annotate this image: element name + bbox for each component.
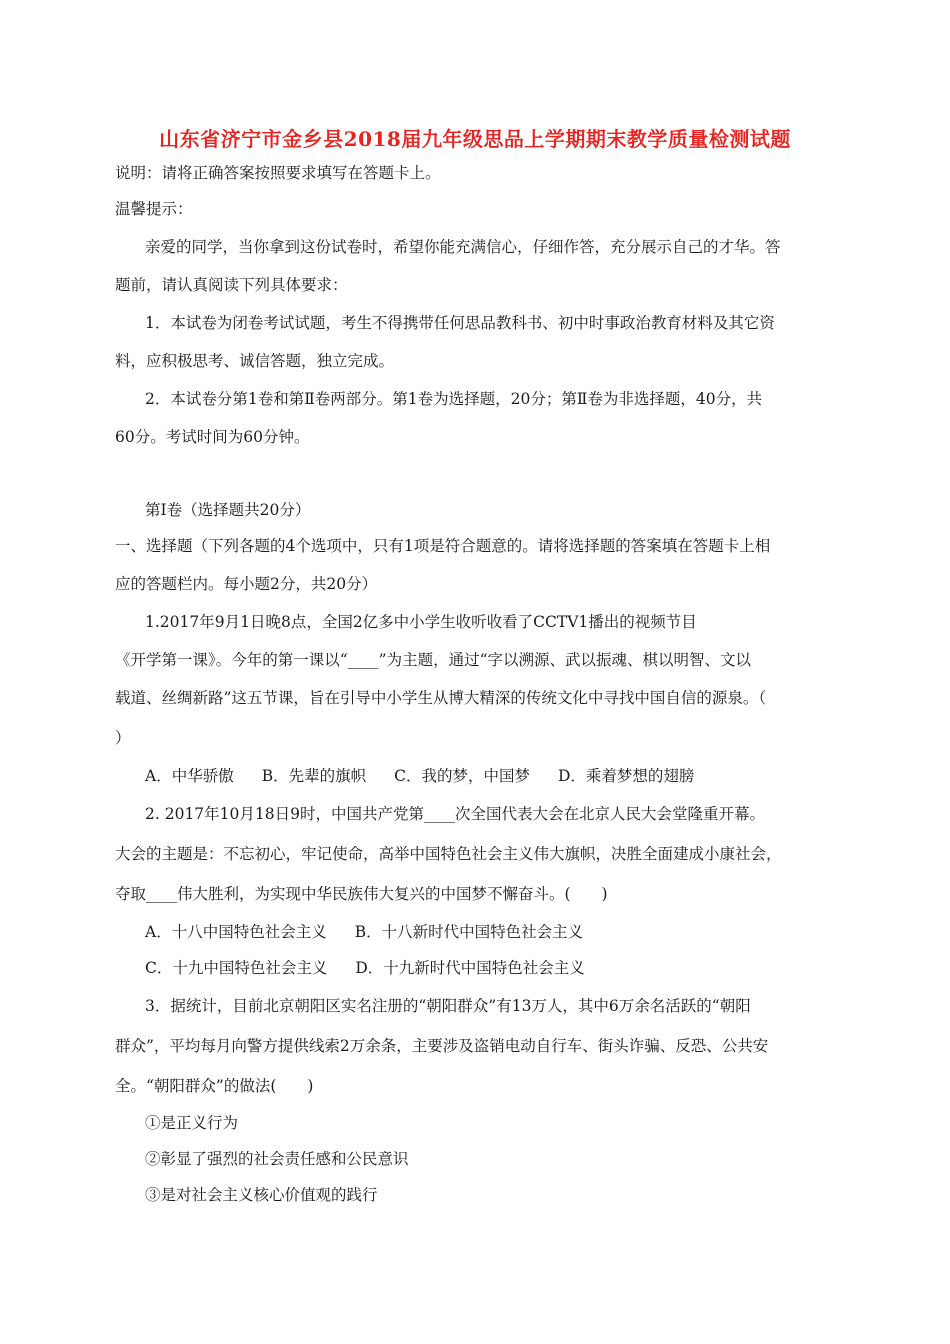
section-intro-line: 一、选择题（下列各题的4个选项中，只有1项是符合题意的。请将选择题的答案填在答题卡上相 xyxy=(115,537,771,555)
section-intro-line: 应的答题栏内。每小题2分，共20分） xyxy=(115,575,378,593)
question-3-line: 3．据统计，目前北京朝阳区实名注册的“朝阳群众”有13万人，其中6万余名活跃的“朝阳 xyxy=(145,997,751,1015)
question-1-options xyxy=(145,765,838,787)
note-line: 说明：请将正确答案按照要求填写在答题卡上。 xyxy=(115,164,441,182)
question-1-line: ） xyxy=(115,729,131,747)
question-2-options xyxy=(145,921,838,943)
question-2-line: 夺取____伟大胜利，为实现中华民族伟大复兴的中国梦不懈奋斗。( ) xyxy=(115,885,608,903)
rule-1-line: 1．本试卷为闭卷考试试题，考生不得携带任何思品教科书、初中时事政治教育材料及其它资 xyxy=(145,314,775,332)
question-3-statement: ①是正义行为 xyxy=(145,1114,239,1132)
rule-2-line: 60分。考试时间为60分钟。 xyxy=(115,428,310,446)
option-d: D．十九新时代中国特色社会主义 xyxy=(355,959,585,977)
question-1-line: 1.2017年9月1日晚8点，全国2亿多中小学生收听收看了CCTV1播出的视频节目 xyxy=(145,613,697,631)
option-a: A．中华骄傲 xyxy=(145,767,234,785)
question-2-line: 大会的主题是：不忘初心，牢记使命，高举中国特色社会主义伟大旗帜，决胜全面建成小康社会， xyxy=(115,845,782,863)
question-2-options xyxy=(145,957,838,979)
intro-paragraph-line: 亲爱的同学，当你拿到这份试卷时，希望你能充满信心，仔细作答，充分展示自己的才华。答 xyxy=(145,238,781,256)
option-a: A．十八中国特色社会主义 xyxy=(145,923,327,941)
option-b: B．十八新时代中国特色社会主义 xyxy=(354,923,584,941)
question-2-line: 2. 2017年10月18日9时，中国共产党第____次全国代表大会在北京人民大会堂隆重开幕。 xyxy=(145,805,765,823)
tip-label: 温馨提示： xyxy=(115,200,193,218)
option-b: B．先辈的旗帜 xyxy=(261,767,367,785)
question-1-line: 载道、丝绸新路”这五节课，旨在引导中小学生从博大精深的传统文化中寻找中国自信的源泉。（ xyxy=(115,689,767,707)
rule-2-line: 2．本试卷分第1卷和第Ⅱ卷两部分。第1卷为选择题，20分；第Ⅱ卷为非选择题，40分，共 xyxy=(145,390,763,408)
question-3-line: 全。“朝阳群众”的做法( ) xyxy=(115,1077,314,1095)
question-3-statement: ③是对社会主义核心价值观的践行 xyxy=(145,1186,378,1204)
question-3-line: 群众”，平均每月向警方提供线索2万余条，主要涉及盗销电动自行车、街头诈骗、反恐、公共安 xyxy=(115,1037,769,1055)
intro-paragraph-line: 题前，请认真阅读下列具体要求： xyxy=(115,276,348,294)
option-c: C．我的梦，中国梦 xyxy=(394,767,530,785)
question-3-statement: ②彰显了强烈的社会责任感和公民意识 xyxy=(145,1150,409,1168)
option-d: D．乘着梦想的翅膀 xyxy=(557,767,695,785)
section-heading: 第Ⅰ卷（选择题共20分） xyxy=(145,501,311,519)
question-1-line: 《开学第一课》。今年的第一课以“____”为主题，通过“字以溯源、武以振魂、棋以明智、文以 xyxy=(115,651,752,669)
page-title: 山东省济宁市金乡县2018届九年级思品上学期期末教学质量检测试题 xyxy=(159,127,791,151)
option-c: C．十九中国特色社会主义 xyxy=(145,959,328,977)
rule-1-line: 料，应积极思考、诚信答题，独立完成。 xyxy=(115,352,395,370)
